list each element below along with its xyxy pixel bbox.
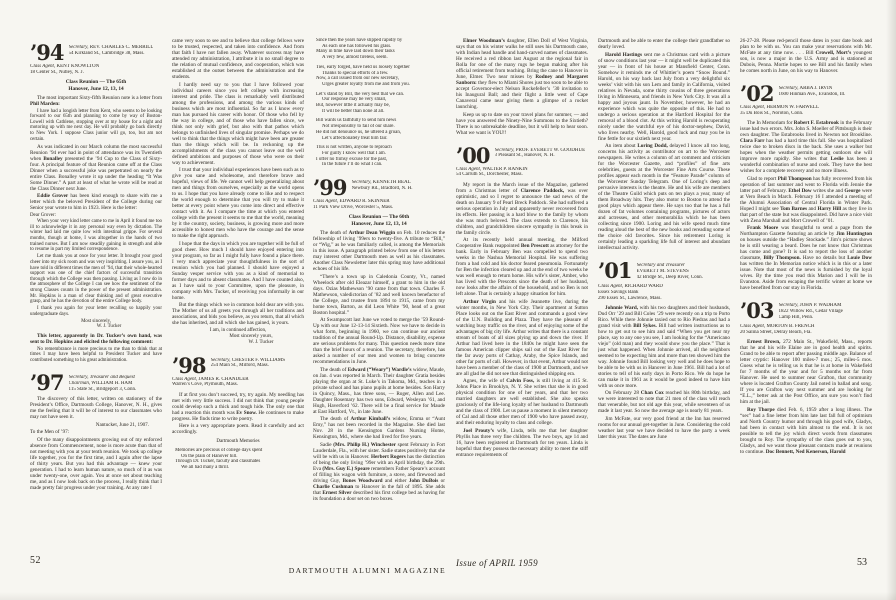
secretary-line: Chairman, WILLIAM H. HAM — [68, 381, 133, 387]
class-agent-line: Class Agent, WALTER P. RANKIN — [456, 166, 528, 172]
class-year-label: ’01 — [598, 258, 632, 283]
secretary-info — [69, 374, 137, 393]
class-section-header — [598, 258, 730, 283]
poem-line: Not irresponsibly to fail of our share. — [322, 124, 395, 130]
column-2 — [172, 38, 304, 562]
secretary-info — [69, 44, 154, 61]
paragraph: I hope that the days in which you are together will be full of good cheer. How much I should have enjoyed entering into your program, so far as I might fully have found a place there. I very much appreciate your thoughtfulness in the sort of reunion which you had planned. I should have enjoyed a Sunday vesper service with you as a kind of memorial to former days and to absent classmates. And I have counted also, as I have said to your Committee, upon the pleasure, in company with Mrs. Tucker, of receiving you informally in our home. — [172, 240, 304, 301]
secretary-line: Secretary, PROF. EVERETT W. GOODHUE — [494, 147, 586, 153]
class-agent-info — [456, 167, 588, 179]
bold-name: Bones Woodward — [342, 477, 383, 484]
poem-line: Through Dr. Tucker, faculty and classmates — [175, 459, 261, 465]
paragraph: Johnnie Ward, with his two daughters and their husbands, Dud Orr ’29 and Bill Coles ’29 were recently on a trip to Porto Rico. While there Johnnie taxied out to Rio Piedras and had a grand visit with Bill Sykes. Bill had written instructions as to how to get out to see him and said “When you get near my place, say to any one you see, I am looking for the “Americano viejo” (old man) and they would show you the place.” That is just what happened. When Johnnie arrived, all the neighbors seemed to be expecting him and more than ten showed him the way. Johnnie found Bill looking very well and he does hope to be able to be with us in Hanover in June 1961. Bill had a lot of stories to tell of his early days in Porto Rico. We do hope he can make it in 1961 as it would be good indeed to have him with us once more. — [598, 304, 730, 389]
secretary-line: 254 Main St., Milford, Mass. — [210, 363, 269, 369]
reunion-heading-line: Hanover, June 12, 13, 14 — [351, 220, 407, 227]
poem-line: Thanks to special efforts of a few. — [322, 70, 389, 76]
class-agent-line: Class Agent, HERMON W. FARWELL — [740, 105, 820, 110]
class-agent-line: Class Agent, RICHARD WARD — [598, 283, 663, 289]
paragraph: The death of Arthur Dean Wiggin on Feb. 10 reduces the fellowship of living ’99ers to twenty-five. A tribute to “Bill,” or “Wig,” as he was familiarly called, is among the Memorials in this issue. A paragraph printed below from one of his letters may interest other Dartmouth men as well as his classmates. Another Class Newsletter later this spring may have additional echoes of his life. — [313, 230, 445, 273]
secretary-info — [779, 85, 846, 102]
secretary-line: Camp Hill, Penn. — [778, 315, 814, 321]
reunion-heading — [30, 79, 162, 92]
paragraph: If at first you don’t succeed, try, try again. My needling has met with very little success. I did not think that young people could develop such a thick and tough hide. The only one that had a reaction this month was Ev Snow. He continues to make progress. He finds time to write poetry. — [172, 391, 304, 422]
bold-name: Calvin Foss, — [506, 378, 535, 385]
class-agent-line: Class Agent, EDWARD R. SKINNER — [313, 199, 390, 205]
secretary-info — [495, 147, 586, 164]
paragraph: Glad to report Phil Thompson has fully recovered from his operation of last summer and went to Florida with Jennie the latter part of February. Ethel Dow writes she and George were at Vero Beach in March. February 16 I attended a meeting of the Alumni Association of Central Florida in Winter Park. Hoped I might see Tom Barnes and Harry Hill as they live in that part of the state but was disappointed. Did have a nice visit with Zena Marshall and Mort Crowell of ’01. — [740, 175, 872, 224]
paragraph: Let me thank you at once for your letter. It brought your good cheer into my sick room and was very inspiriting. I assure you, as I have told in different times the men of ’94, that their whole-hearted support was one of the chief factors of successful transition through which the College was then passing. Living as I now do in the atmosphere of the College I can see how the sentiment of the strong Classes counts in the power of the present administration. Mr. Hopkins is a man of clear thinking and of great executive grasp, and he has the devotion of the entire College body. — [30, 254, 162, 305]
poem-line: Now, a call issued from our new secretary, — [316, 76, 400, 82]
bold-name: Clara Farr — [740, 138, 765, 145]
class-section-header — [740, 81, 872, 106]
poem-line: But, however little it actually may be, — [316, 103, 390, 109]
class-agent-info — [598, 284, 730, 302]
page-edge-shadow-bottom — [0, 592, 896, 600]
bold-name: Crowell, Mort’s — [815, 50, 852, 56]
italic-label: Class Agent, — [456, 166, 482, 172]
italic-label: Secretary, — [68, 45, 89, 50]
class-year-label: ’99 — [313, 175, 347, 201]
paragraph: Here is a very appropriate poem. Read it carefully and act accordingly. — [172, 423, 304, 436]
class-section-header — [30, 370, 162, 396]
class-agent-info — [740, 324, 872, 336]
column-6 — [740, 38, 872, 562]
signature-line: Most sincerely, — [81, 318, 111, 324]
bold-name: Arthur Kimball’s — [350, 416, 391, 423]
poem-line: Let’s stand by Bill, the very best that we can. — [316, 91, 405, 97]
bold-name: Jim Huntington — [836, 231, 872, 238]
poem-line: Since then the years have slipped rapidly by — [316, 38, 403, 43]
poem-line: Bill wants us faithfully to send him news — [316, 118, 397, 124]
paragraph: Frank Moore was thoughtful to send a page from the Northampton Gazette featuring an article by Jim Huntington on houses outside the “Hadley Stockade.” Jim’s picture shows he is still wearing a beard. Does he not know that Christmas has come and gone? It is sad to report the loss of another classmate, Billy Thompson. Have no details but Louie Dow has written the In Memorian notice which is in this or a later issue. Note that most of the news is furnished by the loyal wives. By the time you read this Marion and I will be in Evanston. Aside from escaping the terrific winter at home we have benefited from our stay in Florida. — [740, 225, 872, 292]
signature-line: W. J. Tucker — [248, 339, 274, 345]
poem-line: Many in time have laid down their tasks — [316, 49, 395, 55]
class-agent-line: Essex Savings Bank — [598, 289, 639, 295]
paragraph: I trust that your individual experiences have been such as to give you sane and wholesome, and therefore brave and hopeful, views of life. We cannot well help generalizing about men and things from ourselves, especially as the world opens to us. I hope that you have already come to like and to respect the world enough to determine that you will try to make it better at every point where you come into direct and effective contact with it. As I compare the time at which you entered college with the present it seems to me that the world, meaning by it the country, society, business, is growing more and more accessible to honest men who have the courage and the sense to make the right approach. — [172, 167, 304, 239]
secretary-info — [779, 302, 843, 321]
poem-line: We all had many a thrill. — [181, 464, 230, 470]
italic-label: Class Agent, — [172, 376, 198, 382]
secretary-line: Secretary, JOHN P. WADHAM — [778, 303, 842, 309]
paragraph: On February 28 Chan Cox reached his 80th birthday, and we were interested to note that 21 men of the class will reach that venerable, but not old age this year, while seventeen of us made it last year. So now the average age is nearly 81 years. — [598, 390, 730, 415]
secretary-line: 1822 Willow Rd., Cedar Village — [778, 309, 843, 315]
bold-name: Frank Moore — [747, 225, 779, 232]
class-agent-info — [313, 199, 445, 211]
bold-name: Bill Sykes. — [633, 322, 657, 329]
italic-label: Secretary, — [210, 357, 231, 363]
poem-stanza — [313, 145, 445, 168]
italic-label: Secretary and Treasurer — [636, 263, 685, 268]
secretary-line: 42 Bridge St., Deep River, Conn. — [636, 274, 703, 280]
paragraph: Harold Hastings sent me a Christmas card with a picture of snow conditions last year — it might well be duplicated this year — in front of his house at Mansfield Center, Conn. Somehow it reminds me of Whittier’s poem “Snow Bound.” Harold, on his way back last July from a very delightful six weeks’ visit with his son Lem and family in California, visited relatives in Nevada, some thirty cousins of three generations living in Minnesota, and friends in New York City. It was all a happy and joyous jaunt. In November, however, he had an experience which was quite the opposite of this. He had to undergo a serious operation at the Hartford Hospital for the removal of a blood clot. At this writing Harold is recuperating nicely under the watchful eye of his doctor-nephew, David, who lives nearby. Well, Harold, good luck and may you be in fine fettle for our sixtieth next year. — [598, 51, 730, 142]
paragraph: When your very kind letter came to me in April it found me too ill to acknowledge it in any personal way even by dictation. The winter had laid me quite low with intestinal grippe. For several months, though at home, I was altogether in the hands of two trained nurses. But I am now steadily gaining in strength and able to resume in part my limited correspondence. — [30, 219, 162, 253]
reunion-heading-line: Class Reunion — The 60th — [348, 214, 410, 221]
paragraph — [30, 333, 162, 345]
class-agent-line: Warren’s Cove, Plymouth, Mass. — [172, 382, 238, 388]
bold-name: Phil Thompson — [777, 175, 812, 182]
paragraph: Sadie (Mrs. Philip H.) Winchester spent February in Fort Lauderdale, Fla., with her sister. Sadie states positively that she will be with us in Hanover. Herbert Rogers has the distinction of being the only living ’99er with an April birthday, the 29th. Eva (Mrs. Guy E.) Speare remembers Father Speare’s account of filling his wagon with furniture, a stove, and firewood and driving Guy, Bones Woodward and either John DuBois or Charlie Cushman to Hanover in the fall of 1895. She adds that Ernest Silver described his first college bed as having for its foundation a door set on two boxes. — [313, 441, 445, 502]
signature-block — [172, 328, 304, 346]
paragraph: Arthur Virgin and his wife Jeannette live, during the winter months, in New York City. Their apartment at Sutton Place looks out on the East River and commands a good view of the U.N. Building and Plaza. They have the pleasure of watching busy traffic on the river, and of enjoying some of the advantages of big city life. Arthur writes that there is a constant stream of boats of all sizes plying up and down the river. If Arthur had lived here in the 1840s he might have seen the famous American clipper ships sail out of the East River for the far away ports of Cathay, Araby, the Spice Islands, and other far ports of call. However, in that event, Arthur would not have been a member of the class of 1900 at Dartmouth, and we are all glad he did not see that distinguished shipping era. — [456, 298, 588, 377]
class-agent-line: 290 Essex St., Lawrence, Mass. — [598, 295, 662, 301]
paragraph: Elmer Woodman’s daughter, Ellen Doll of West Virginia, says that on his winter walks he still uses his Dartmouth cane, with Indian head handle and hand-carved names of classmates. He received a red ribbon last August at the regional fair in Rolla for one of the many rugs he began making after his official retirement from teaching. Bring the cane to Hanover in June, Elmer. Two near misses by Rodney and Margaret Sanborn: they flew to Miami Shores just too soon to be able to accept Governor-elect Nelson Rockefeller’s ’30 invitation to his Inaugural Ball; and their flight a little west of Cape Canaveral came near giving them a glimpse of a rocket launching. — [456, 38, 588, 110]
italic-label: Secretary, — [778, 303, 799, 309]
bold-name: Clarence Paddock, — [520, 187, 565, 194]
bold-name: Eddie Grover — [37, 193, 69, 200]
poem-line: Ties, early forged, have held us loosely together — [316, 64, 410, 70]
class-year-label: ’03 — [740, 298, 774, 324]
paragraph: Agnes, the wife of Calvin Foss, is still living at 415 St. Johns Place in Brooklyn, N. Y. She writes that she is in good physical condition for one of her years, and that her two married daughters are well established. She also speaks graciously of the life-long loyalty of her husband to Dartmouth and the class of 1900. Let us pause a moment in silent memory of Cal and all those other men of 1900 who have passed away, and their enduring loyalty to class and college. — [456, 378, 588, 427]
bold-name: Arthur Dean Wiggin — [348, 230, 396, 237]
secretary-line: Newbury Rd., Bradford, N. H. — [351, 185, 413, 191]
bold-name: Robert F. Estabrook — [793, 120, 839, 127]
italic-label: Class Agent, — [30, 64, 56, 69]
poem-line: Urges greater loyalty from me and from you. — [322, 81, 410, 87]
paragraph: But the things which we in common hold dear are with you. The Mother of us all greets you through all her traditions and associations, and bids you believe, as you return, that all which she has inherited, and all which she has gained, is yours. — [172, 302, 304, 326]
paragraph: As was indicated in our March column the most successful Reunion ’94 ever had in point of attendance was its Twentieth when Bonalley presented the ’94 Cup to the Class of Sixty-four. A principal feature of that Reunion came off at the Class Dinner when a successful joke was perpetrated on nearly the entire Class. Bonalley wrote it up under the heading “It Was Some Dinner.” A part at least of what he wrote will be read at the Class Dinner next June. — [30, 143, 162, 192]
secretary-line: 1600 Hinman Ave., Evanston, Ill. — [778, 91, 846, 97]
poem-line: Let’s affectionately treat him fair. — [322, 135, 388, 141]
bold-name: Harold Hastings — [605, 51, 642, 58]
bold-name: (Mrs. Guy E.) Speare — [322, 465, 370, 472]
bold-name: Arthur Virgin — [463, 298, 496, 305]
italic-label: Secretary, — [351, 180, 372, 186]
paragraph: Eddie Grover has been kind enough to share with me a letter which the beloved President of the College during our Senior year wrote to him in 1923. Here is the letter: — [30, 193, 162, 212]
italic-label: Class Agent, — [740, 324, 766, 330]
class-section-header — [740, 298, 872, 324]
paragraph: Keep us up to date on your travel plans for summer, — and have you answered the Ninety-Nine Summons to the Sixtieth? There is no unbreakable deadline, but it will help to hear soon. What we want is YOU!! — [456, 111, 588, 136]
secretary-line: Secretary, ARBA J. IRVIN — [778, 86, 833, 91]
class-agent-line: Class Agent, JAMES R. CHANDLER — [172, 376, 249, 382]
paragraph: No remembrance is more precious to me than to think that at times I may have been helpful to President Tucker and have contributed something to his great administration. — [30, 346, 162, 363]
class-section-header — [30, 40, 162, 65]
poem-line: I offer no flimsy excuse for the past, — [316, 156, 388, 162]
poem-line: For guilty I know well that I am. — [322, 150, 386, 156]
bold-name: Billy Thompson. — [763, 255, 801, 262]
class-year-label: ’97 — [30, 370, 64, 396]
italic-label: Secretary, Treasurer and Bequest — [68, 375, 135, 381]
bold-name: John DuBois — [408, 477, 439, 484]
poem-line: It will be better than none at all. — [322, 108, 385, 114]
class-year-label: ’98 — [172, 352, 206, 378]
paragraph: At its recently held annual meeting, the Milford Cooperative Bank reappointed Ben Prescott as attorney for the bank. Early in February Ben was compelled to spend two weeks in the Nashua Memorial Hospital. He was suffering from a bad cold and his doctor feared pneumonia. Fortunately for Ben the infection cleared up and at the end of two weeks he was well enough to return home. His wife’s sister, Amber, who has lived with the Prescotts since the death of her husband, now looks after the affairs of the household, and so Ben is not left alone. That is certainly a happy situation for him. — [456, 237, 588, 298]
bold-name: Joel Prouty’s — [463, 427, 494, 434]
poem-line: In the future I’ll do what I can. — [322, 162, 383, 168]
poem-line: As each one has followed his glass. — [322, 43, 392, 49]
bold-name: Ev Snow. — [236, 409, 257, 416]
class-year-label: ’94 — [30, 40, 64, 65]
paragraph: The discovery of this letter, written on stationery of the President’s Office, Dartmouth College, Hanover, N. H., gives me the feeling that it will be of interest to our classmates who may not have seen it. — [30, 396, 162, 421]
paragraph: Joel Prouty’s wife, Linda, tells me that her daughter Phyllis has three very fine children. The two boys, age 14 and 16, have been registered at Dartmouth for ten years. Linda is hopeful that they possess the necessary ability to meet the stiff entrance requirements of — [456, 427, 588, 458]
poem-line: A very few, almost tireless, seem. — [322, 55, 388, 61]
class-section-header — [456, 142, 588, 168]
bold-name: Edward (“Weary”) Wardle’s — [347, 366, 412, 373]
paragraph: Dartmouth and be able to enter the college their grandfather so dearly loved. — [598, 38, 730, 50]
class-agent-line: Class Agent, KENT KNOWLTON — [30, 64, 100, 69]
bold-name: This letter, apparently in Dr. Tucker’s own hand, was sent to Dr. Hopkins and elicited the following comment: — [30, 333, 162, 346]
italic-label: Class Agent, — [313, 199, 339, 205]
reunion-heading-line: Hanover, June 12, 13, 14 — [68, 85, 124, 92]
paragraph: Ernest Brown, 272 Main St., Wakefield, Mass., reports that he and his wife Elaine are in good health and spirits. Grand to be able to report after passing middle age. Balance of letter cryptic: Hanover 100 miles-7 mos.; 25, miles-5 mos. Guess what he is telling us is that he is at home in Wakefield for 7 months of the year and for 5 months not far from Hanover. He used to summer near Grafton, that community where is located Grafton County Jail noted in ballad and song. If you are Grafton way next summer and are looking for “E.L.,” better ask at the Post Office, am sure you won’t find him at the jail. — [740, 339, 872, 406]
text-line: Dear Grover: — [30, 212, 56, 218]
paragraph: I thank you again for your letter recalling so happily your undergraduate days. — [30, 306, 162, 317]
class-agent-line: Class Agent, MORTON B. FRENCH — [740, 324, 815, 330]
text-line: To the Men of ’97: — [30, 429, 70, 436]
class-agent-line: 18 Center St., Nutley, N. J. — [30, 69, 84, 75]
issue-date: Issue of APRIL 1959 — [456, 558, 539, 568]
paragraph: 26-27-28. Please red-pencil those dates in your date book and plan to be with us. You can make your reservations with Mr. McFate at any time now. . . . Bill Crowell, Mort’s youngest son, is now a major in the U.S. Army and is stationed at Dubois, Penna. Mortie hopes to see Bill and his family when he comes north in June, on his way to Hanover. — [740, 38, 872, 74]
italic-label: Secretary, — [494, 147, 515, 153]
bold-name: Chan Cox — [640, 390, 664, 397]
italic-label: Chairman, — [68, 381, 91, 387]
bold-name: Charlie Cushman — [313, 483, 354, 490]
poem-stanza — [313, 65, 445, 88]
paragraph: I have had a longish letter from Kent, who seems to be looking forward to our 65th and planning to come by way of Boston-Lowell with Cathlene, stopping over at my house for a night and motoring up with me next day. He will probably go back directly to New York. I suppose Class junior will go, too, but am not certain. — [30, 108, 162, 142]
column-1 — [30, 38, 162, 562]
class-year-label: ’00 — [456, 142, 490, 168]
bold-name: Tom Barnes — [780, 205, 808, 212]
page-number-left: 52 — [30, 555, 41, 566]
bold-name: Ernest Silver — [322, 489, 352, 496]
class-year-label: ’02 — [740, 81, 774, 106]
bold-name: Ernest Brown, — [747, 339, 781, 346]
class-agent-info — [172, 377, 304, 389]
bold-name: Bonalley — [43, 155, 63, 162]
secretary-line: Secretary, CHESTER F. WILLIAMS — [210, 357, 286, 363]
page-number-right: 53 — [857, 557, 867, 568]
paragraph: The In Memoriam for Robert F. Estabrook in the February issue had two errors. Mrs. John S. Moeller of Pittsburgh is their own daughter. The Estabrooks lived in Newton not Brookline. Clara Farr has had a hard time this fall. She was hospitalized twice due to broken discs in the back. She uses a walker but hopes when the weather permits getting outdoors she will improve more rapidly. She writes that Leslie has been a wonderful combination of nurse and cook. They have the best wishes for a complete recovery and no more illness. — [740, 120, 872, 175]
italic-label: Class Agent, — [598, 283, 624, 289]
secretary-info — [211, 357, 285, 374]
column-3 — [313, 38, 445, 562]
bold-name: Johnnie Ward, — [605, 304, 639, 311]
bold-name: George — [844, 187, 861, 194]
paragraph: Roy Thorpe died Feb. 6, 1959 after a long illness. The “sec” had a fine letter from him late last fall full of optimism and North Country humor and through his good wife, Gladys, had been in contact with him almost to the end. It is not possible to tell the joy which direct words from classmates brought to Roy. The sympathy of the class goes out to you, Gladys, and we want those pleasant contacts made at reunions to continue. Doc Bennett, Ned Kenerson, Harold — [740, 406, 872, 455]
bold-name: Louie Dow — [847, 255, 872, 262]
secretary-info — [352, 179, 413, 196]
paragraph: My report in the March issue of the Magazine, gathered from a Christmas letter of Clarence Paddock, was over optimistic, and so I regret to announce the sad news of the death on January 9 of Pearl Breck Paddock. She had suffered a serious operation in July and apparently never recovered from its effects. Her passing is a hard blow to the family by whom she was much beloved. The class extends to Clarence, his children, and grandchildren sincere sympathy in this break in the family circle. — [456, 181, 588, 236]
class-section-header — [172, 352, 304, 378]
poem-stanza — [313, 118, 445, 141]
column-4 — [456, 38, 588, 562]
poem-line: On the plain of Hanover hill. — [181, 453, 238, 459]
poem-stanza — [313, 92, 445, 115]
poem-stanza — [313, 38, 445, 61]
class-agent-info — [740, 105, 872, 117]
italic-label: Class Agent, — [740, 105, 766, 110]
paragraph: I hardly need say to you that I have followed your individual careers since you left college with increasing interest and pride. The class is remarkably well distributed among the professions, and among the various kinds of business which are most influential. So far as I know every man has pursued his career with honor. Of those who fell by the way in college, and of those who have fallen since, we think not only with grief, but also with that pathos which belongs to unfinished lives of singular promise. Perhaps we do well to think that the things which might have been are greater than the things which will be. In reckoning up the accomplishments of the class you cannot leave out the well defined ambitions and purposes of those who were on their way to achievement. — [172, 81, 304, 166]
bold-name: Elmer Woodman’s — [463, 38, 505, 44]
signature-line: W. J. Tucker — [96, 324, 122, 330]
class-agent-line: 20 Salina Street, Delray Beach, Fla. — [740, 329, 812, 335]
page-edge-shadow-right — [886, 0, 896, 600]
class-agent-line: 35 Du Bois St., Noroton, Conn. — [740, 110, 804, 116]
signature-line: Most sincerely yours, — [229, 333, 273, 339]
secretary-line: Secretary, REV. CHARLES C. MERRILL — [68, 45, 154, 50]
bold-name: Loring Dodd, — [637, 143, 668, 149]
signature-block — [30, 319, 162, 330]
paragraph: Jim McFate, our very good friend at the Inn has reserved rooms for our annual get-together in June. Considering the cold weather last year we have decided to have the party a week later this year. The dates are June — [598, 415, 730, 440]
paragraph: came very soon to see and to believe that college fellows were to be trusted, respected, and taken into confidence. And from that faith I have not fallen away. Whatever success may have attended my administration, I attribute it in no small degree to the relation of mutual confidence, and cooperation, which was established at the outset between the administration and the students. — [172, 38, 304, 80]
secretary-line: 54 Kirkland St., Cambridge 38, Mass. — [68, 50, 145, 56]
class-agent-line: 54 Carruth St., Dorchester, Mass. — [456, 172, 523, 178]
poem-line: Memories are precious of college days spent — [175, 447, 263, 453]
column-5 — [598, 38, 730, 562]
reunion-heading — [313, 214, 445, 227]
secretary-line: Secretary, KENNETH BEAL — [351, 180, 411, 186]
paragraph: The death of Edward (“Weary”) Wardle’s widow, Maude, on Jan. 4 was reported in March. Their daughter Gratia besides playing the organ at St. Luke’s in Takoma, Md., teaches in a private school and has piano pupils at home besides. Son Harry in Quincy, Mass., has three sons, — Roger, Allen and Lee. Daughter Rosemary has two sons, Edward, Wesleyan ’61, and Hugh, Haverford ’62. There will be a final service for Maude at East Hartford, Vt., in late June. — [313, 366, 445, 415]
poem-stanza — [172, 448, 304, 471]
class-agent-info — [30, 64, 162, 76]
bold-name: Ethel Dow — [788, 187, 812, 194]
bold-name: Ben Prescott — [520, 243, 549, 250]
bold-name: Roy Thorpe — [747, 406, 775, 413]
paragraph: The most important Sixty-fifth Reunion note is a letter from Phil Marden: — [30, 95, 162, 108]
paragraph: The death of Arthur Kimball’s widow, Emma or “Aunt Emy,” has not been recorded in the Magazine. She died last Nov. 28 in the Kensington Gardens Nursing Home, Kensington, Md., where she had lived for five years. — [313, 416, 445, 441]
bold-name: Rodney and Margaret Sanborn: — [456, 74, 588, 86]
bold-name: (Mrs. Philip H.) Winchester — [333, 441, 396, 448]
poem-line: This is not written, anyone to reproach — [316, 145, 392, 151]
paragraph: Of the many disappointments growing out of my enforced absence from Commencement, none is more acute than that of not meeting with you at your tenth reunion. We took up college life together, you for the first time, and I again after the lapse of thirty years. But you had this advantage — knew your generation. I had to learn human nature, so much of it as was under twenty-one, over again. You at once set about teaching me, and as I now look back on the process, I really think that I made pretty fair progress under your training. At any rate I — [30, 436, 162, 491]
bold-name: Doc Bennett, Ned Kenerson, Harold — [765, 448, 846, 455]
secretary-line: EVERETT M. STEVENS — [636, 268, 689, 274]
class-section-header — [313, 175, 445, 201]
bold-name: Phil Marden: — [30, 101, 60, 108]
secretary-info — [637, 262, 703, 281]
secretary-line: 3 Pleasant St., Hanover, N. H. — [494, 153, 555, 159]
magazine-title: DARTMOUTH ALUMNI MAGAZINE — [288, 566, 446, 575]
bold-name: Harry Hill — [817, 205, 842, 212]
reunion-heading-line: Class Reunion — The 65th — [65, 79, 127, 86]
bold-name: Leslie — [830, 156, 844, 163]
secretary-line: 115 State St., Bridgeport 3, Conn. — [68, 387, 137, 393]
class-agent-line: 11 Park View Drive, Worcester 5, Mass. — [313, 204, 394, 210]
text-line: Nantucket, June 21, 1907. — [95, 421, 149, 428]
signature-line: I am, in continued affection, — [209, 327, 267, 333]
paragraph: An item about Loring Dodd, delayed I know all too long, concerns his activity as contributor on art to the Worcester newspapers. He writes a column of art comment and criticism for the Worcester Gazette, and “profiles” of fine arts celebrities, guests at the Worcester Fine Arts Course. These profiles appear each month in the “Feature Parade” column of the Worcester Sunday Telegram. One of Loring’s deep and pervasive interests is the theatre. He and his wife are members of the Theatre Guild which puts on ten plays a year, many of them Broadway hits. They also motor to Boston to attend the good plays which appear there. He says too that he has a full dozen of fat volumes containing programs, pictures of actors and actresses, and other memorabilia which he has been collecting since 1900. Loring and his wife spend much time reading aloud the best of the new books and rereading some of the choice old favorites. Since his retirement Loring is certainly leading a sparkling life full of interest and abundant intellectual activity. — [598, 143, 730, 251]
poem-line: He did not denounce us, he uttered a groan, — [316, 129, 402, 135]
paragraph: At Swampscott last June we voted to merge the ’59 Round-Up with our June 12-13-14 Sixtieth. Now we have to decide in what form, beginning in 1960, we can continue our ancient tradition of the annual Round-Up. Distance, disability, expense are serious problems for many. This question needs more time than the brief hours of a reunion. The secretary, therefore, has asked a number of our men and women to bring concrete recommendations in June. — [313, 317, 445, 366]
italic-label: Secretary, — [778, 86, 799, 91]
bold-name: Herbert Rogers — [370, 453, 406, 460]
poem-line: Our response may be very small, — [322, 97, 387, 103]
paragraph: “There’s a town up in Caledonia County, Vt., named Wheelock after old Eleazar himself, a grant to him in the old days. Ozias Mathewson ’90 came from that town. Charles F. Mathewson, valedictorian of ’82 and well known benefactor of the College, and trustee from 1894 to 1915, came from my home town, Barton, as did Leon White ’90, head of a great Boston hospital.” — [313, 273, 445, 316]
poem-title: Dartmouth Memories — [216, 439, 260, 445]
